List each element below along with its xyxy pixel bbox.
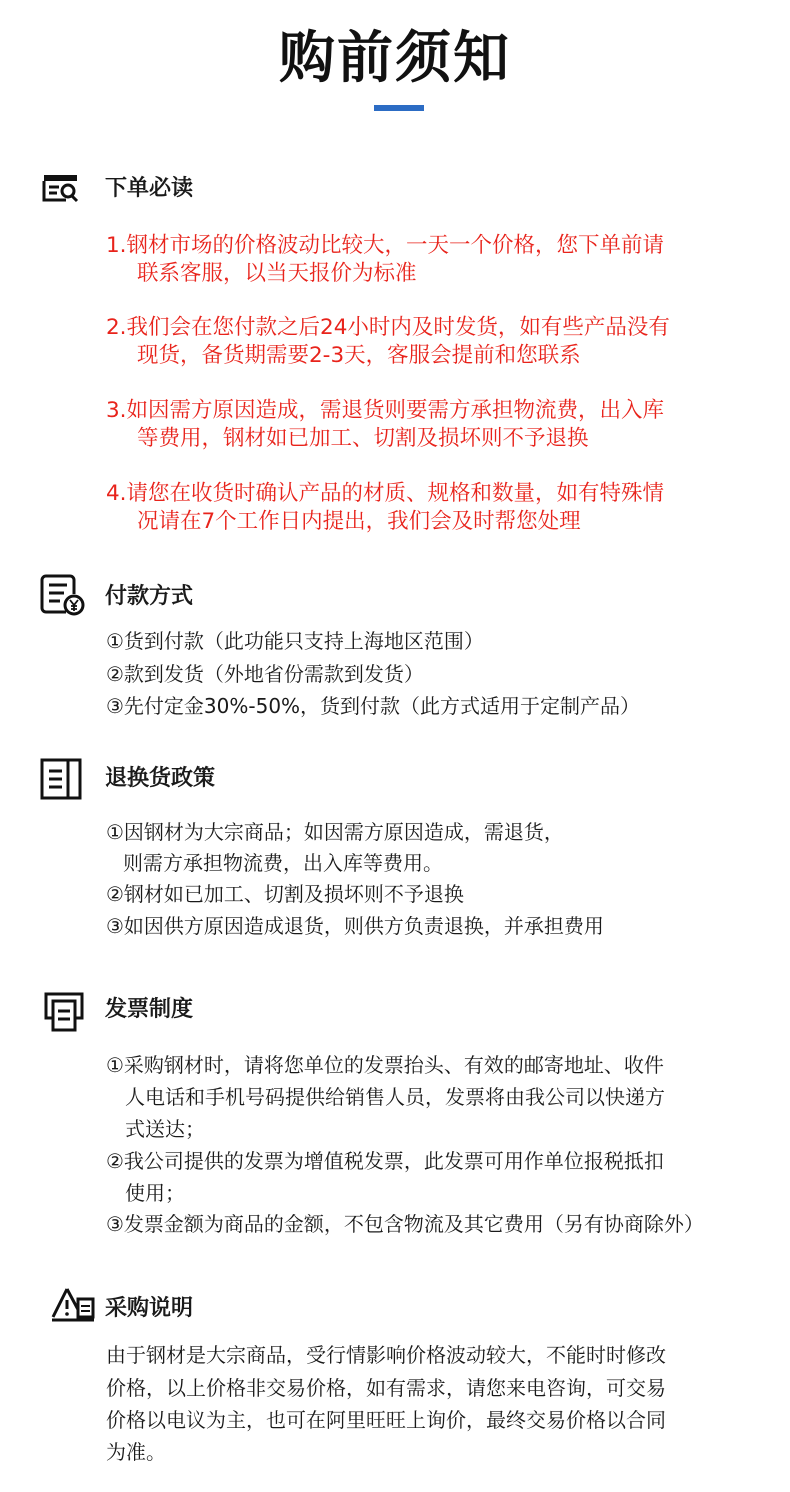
returns-line-1: ①因钢材为大宗商品；如因需方原因造成，需退货， — [106, 820, 564, 844]
order-note-3 — [106, 397, 766, 453]
invoice-line-1: ①采购钢材时，请将您单位的发票抬头、有效的邮寄地址、收件 — [106, 1053, 664, 1077]
invoice-line-6: ③发票金额为商品的金额，不包含物流及其它费用（另有协商除外） — [106, 1212, 704, 1236]
section-heading-order: 下单必读 — [105, 176, 194, 201]
page-title: 购前须知 — [279, 26, 511, 91]
payment-line-1: ①货到付款（此功能只支持上海地区范围） — [106, 629, 484, 653]
order-note-2-line2: 现货，备货期需要2-3天，客服会提前和您联系 — [137, 343, 581, 368]
section-heading-payment: 付款方式 — [105, 584, 194, 609]
invoice-line-3: 式送达； — [125, 1117, 205, 1141]
warning-document-icon — [50, 1287, 96, 1323]
section-heading-returns: 退换货政策 — [105, 766, 216, 791]
order-note-1 — [106, 232, 766, 288]
invoice-line-2: 人电话和手机号码提供给销售人员，发票将由我公司以快递方 — [125, 1085, 665, 1109]
purchase-line-2: 价格，以上价格非交易价格，如有需求，请您来电咨询，可交易 — [106, 1376, 666, 1400]
section-heading-invoice: 发票制度 — [105, 997, 194, 1022]
order-note-3-line2: 等费用，钢材如已加工、切割及损坏则不予退换 — [137, 426, 589, 451]
yen-document-icon — [40, 574, 86, 616]
invoice-line-4: ②我公司提供的发票为增值税发票，此发票可用作单位报税抵扣 — [106, 1149, 664, 1173]
invoice-icon — [44, 992, 88, 1032]
purchase-line-4: 为准。 — [106, 1440, 166, 1464]
payment-line-3: ③先付定金30%-50%，货到付款（此方式适用于定制产品） — [106, 694, 641, 718]
order-note-4 — [106, 480, 766, 536]
returns-line-4: ③如因供方原因造成退货，则供方负责退换，并承担费用 — [106, 914, 604, 938]
purchase-line-1: 由于钢材是大宗商品，受行情影响价格波动较大，不能时时修改 — [106, 1343, 666, 1367]
returns-line-2: 则需方承担物流费，出入库等费用。 — [123, 851, 443, 875]
order-note-1-line1: 1.钢材市场的价格波动比较大，一天一个价格，您下单前请 — [106, 233, 665, 258]
section-heading-purchase: 采购说明 — [105, 1296, 194, 1321]
order-note-4-line1: 4.请您在收货时确认产品的材质、规格和数量，如有特殊情 — [106, 481, 665, 506]
returns-line-3: ②钢材如已加工、切割及损坏则不予退换 — [106, 882, 464, 906]
invoice-line-5: 使用； — [125, 1181, 185, 1205]
purchase-line-3: 价格以电议为主，也可在阿里旺旺上询价，最终交易价格以合同 — [106, 1408, 666, 1432]
search-document-icon — [42, 172, 82, 204]
payment-line-2: ②款到发货（外地省份需款到发货） — [106, 662, 424, 686]
order-note-3-line1: 3.如因需方原因造成，需退货则要需方承担物流费，出入库 — [106, 398, 665, 423]
order-note-2 — [106, 314, 766, 370]
order-note-4-line2: 况请在7个工作日内提出，我们会及时帮您处理 — [137, 509, 581, 534]
order-note-1-line2: 联系客服，以当天报价为标准 — [137, 261, 417, 286]
list-document-icon — [40, 757, 84, 801]
title-underline — [374, 105, 424, 111]
order-note-2-line1: 2.我们会在您付款之后24小时内及时发货，如有些产品没有 — [106, 315, 670, 340]
